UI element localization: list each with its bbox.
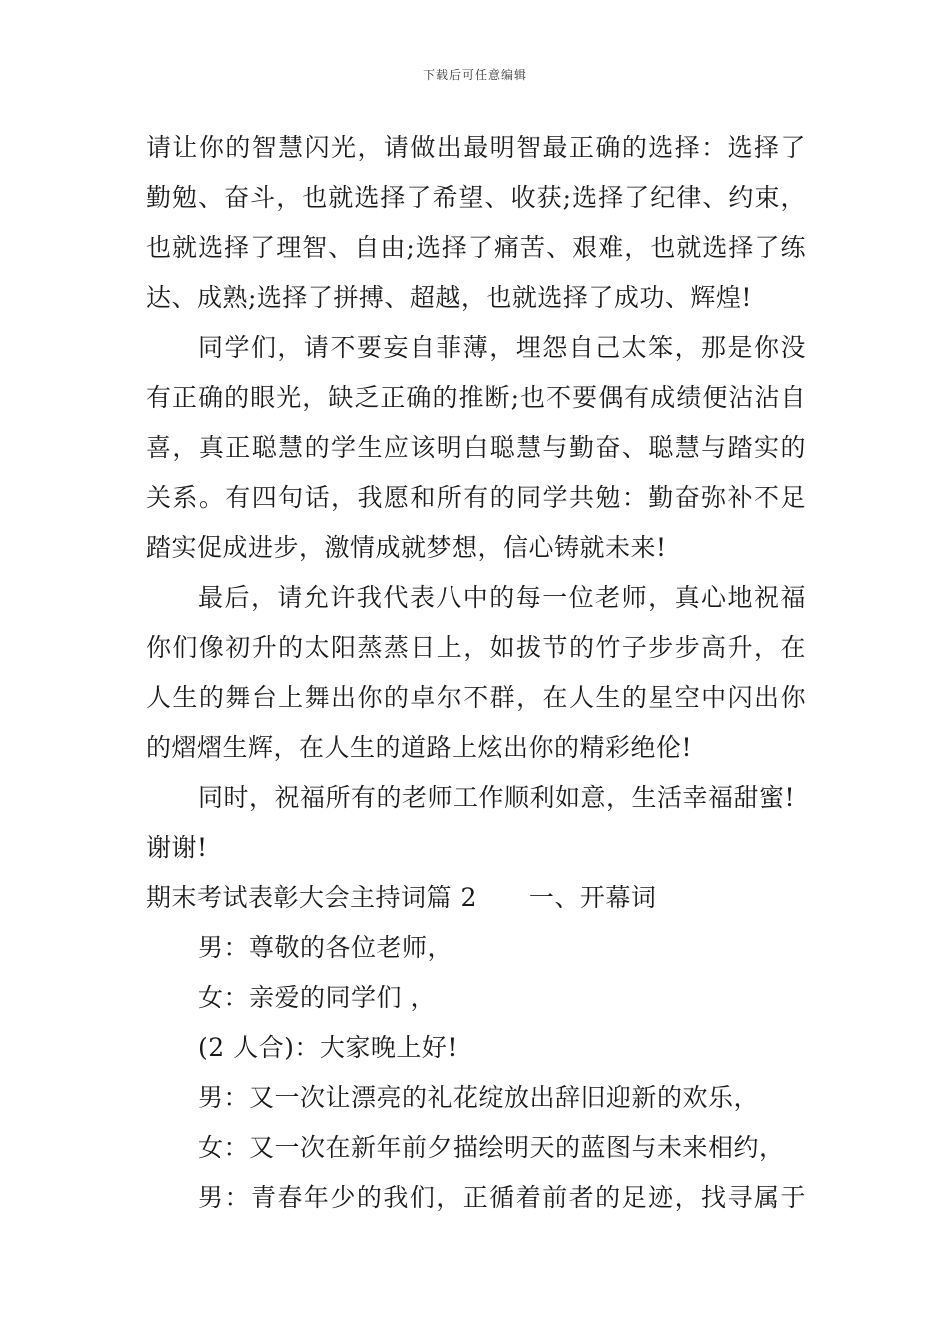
text-line: 关系。有四句话，我愿和所有的同学共勉：勤奋弥补不足 bbox=[146, 483, 806, 512]
text-line: 达、成熟;选择了拼搏、超越，也就选择了成功、辉煌! bbox=[146, 283, 752, 312]
text-line: 最后，请允许我代表八中的每一位老师，真心地祝福 bbox=[198, 583, 806, 612]
dialogue-line: (2 人合)：大家晚上好! bbox=[198, 1033, 458, 1062]
text-line: 踏实促成进步，激情成就梦想，信心铸就未来! bbox=[146, 533, 667, 562]
dialogue-line: 男：又一次让漂亮的礼花绽放出辞旧迎新的欢乐， bbox=[198, 1083, 760, 1112]
dialogue-line: 男：尊敬的各位老师， bbox=[198, 933, 454, 962]
dialogue-line: 女：亲爱的同学们 ， bbox=[198, 983, 436, 1012]
section-heading bbox=[146, 883, 656, 913]
text-line: 也就选择了理智、自由;选择了痛苦、艰难，也就选择了练 bbox=[146, 233, 806, 262]
text-line: 的熠熠生辉，在人生的道路上炫出你的精彩绝伦! bbox=[146, 733, 693, 762]
text-line: 同学们，请不要妄自菲薄，埋怨自己太笨，那是你没 bbox=[198, 333, 806, 362]
text-line: 喜，真正聪慧的学生应该明白聪慧与勤奋、聪慧与踏实的 bbox=[146, 433, 806, 462]
text-line: 谢谢! bbox=[146, 833, 208, 862]
dialogue-line: 男：青春年少的我们，正循着前者的足迹，找寻属于 bbox=[198, 1183, 806, 1212]
text-line: 你们像初升的太阳蒸蒸日上，如拔节的竹子步步高升，在 bbox=[146, 633, 806, 662]
section-title: 期末考试表彰大会主持词篇 2 bbox=[146, 883, 477, 912]
header-note: 下载后可任意编辑 bbox=[422, 68, 527, 82]
text-line: 同时，祝福所有的老师工作顺利如意，生活幸福甜蜜! bbox=[198, 783, 796, 812]
section-subtitle: 一、开幕词 bbox=[528, 883, 657, 912]
text-line: 勤勉、奋斗，也就选择了希望、收获;选择了纪律、约束， bbox=[146, 183, 806, 212]
text-line: 请让你的智慧闪光，请做出最明智最正确的选择：选择了 bbox=[146, 133, 806, 162]
dialogue-line: 女：又一次在新年前夕描绘明天的蓝图与未来相约， bbox=[198, 1133, 785, 1162]
text-line: 有正确的眼光，缺乏正确的推断;也不要偶有成绩便沾沾自 bbox=[146, 383, 806, 412]
text-line: 人生的舞台上舞出你的卓尔不群，在人生的星空中闪出你 bbox=[146, 683, 806, 712]
